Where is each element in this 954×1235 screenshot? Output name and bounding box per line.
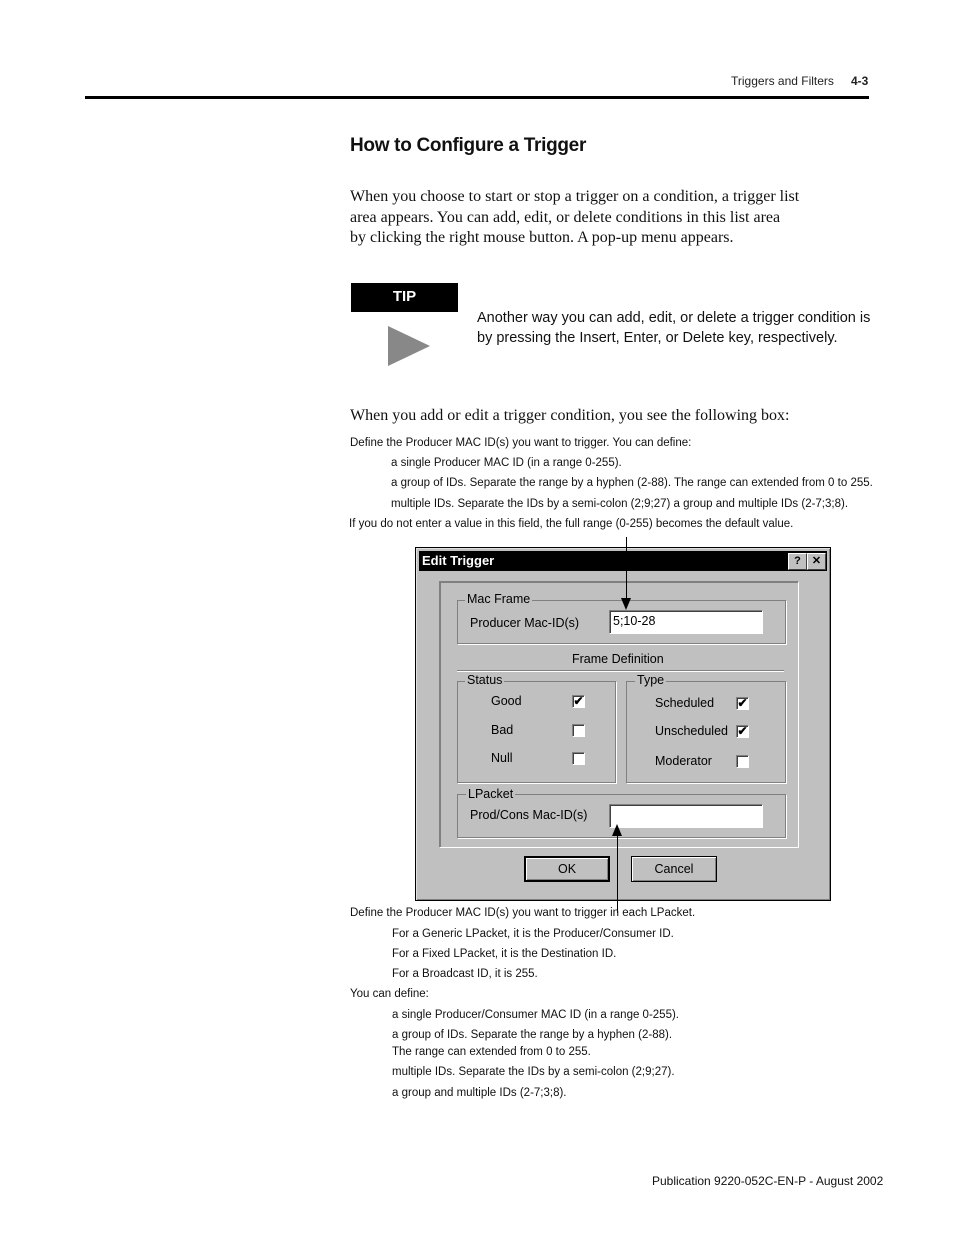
tip-line: Another way you can add, edit, or delete a trigger condition is [477, 310, 871, 326]
frame-definition-divider [457, 670, 784, 671]
status-legend: Status [467, 673, 503, 687]
callout-line-bottom [617, 835, 618, 913]
top-note-item: a single Producer MAC ID (in a range 0-255). [391, 457, 622, 469]
lead-in-text: When you add or edit a trigger condition, you see the following box: [350, 407, 790, 424]
bottom-note-item: a group of IDs. Separate the range by a hyphen (2-88). [392, 1029, 673, 1041]
callout-arrow-up-icon [612, 824, 622, 836]
intro-line: by clicking the right mouse button. A pop-up menu appears. [350, 229, 734, 246]
status-good-checkbox[interactable]: ✔ [573, 694, 584, 708]
help-button[interactable]: ? [788, 553, 807, 570]
tip-label: TIP [351, 283, 458, 312]
frame-definition-label: Frame Definition [572, 652, 664, 666]
bottom-note-case: For a Broadcast ID, it is 255. [392, 968, 538, 980]
callout-arrow-down-icon [621, 598, 631, 610]
top-note-default: If you do not enter a value in this field, the full range (0-255) becomes the default value. [349, 518, 794, 530]
mac-frame-legend: Mac Frame [467, 592, 531, 606]
bottom-note-item: multiple IDs. Separate the IDs by a semi-colon (2;9;27). [392, 1066, 675, 1078]
lpacket-legend: LPacket [468, 787, 514, 801]
producer-mac-id-input[interactable]: 5;10-28 [609, 610, 763, 634]
top-note-item: a group of IDs. Separate the range by a hyphen (2-88). The range can extended from 0 to 255. [391, 477, 873, 489]
bottom-note-case: For a Generic LPacket, it is the Producer/Consumer ID. [392, 928, 674, 940]
status-null-label: Null [491, 751, 513, 765]
status-group [457, 681, 616, 783]
dialog-content-panel [439, 581, 799, 848]
header-rule [85, 96, 869, 99]
status-bad-checkbox[interactable] [572, 724, 585, 737]
bottom-note-intro: Define the Producer MAC ID(s) you want to trigger in each LPacket. [350, 907, 696, 919]
tip-line: by pressing the Insert, Enter, or Delete key, respectively. [477, 330, 838, 346]
dialog-title: Edit Trigger [422, 553, 495, 568]
publication-footer: Publication 9220-052C-EN-P - August 2002 [652, 1174, 884, 1188]
type-unscheduled-label: Unscheduled [655, 724, 728, 738]
intro-line: area appears. You can add, edit, or delete conditions in this list area [350, 208, 781, 226]
close-button[interactable]: ✕ [807, 553, 826, 570]
type-scheduled-checkbox[interactable]: ✔ [737, 696, 748, 710]
section-heading: How to Configure a Trigger [350, 135, 587, 156]
bottom-note-item: The range can extended from 0 to 255. [392, 1046, 591, 1058]
type-scheduled-label: Scheduled [655, 696, 715, 710]
bottom-note-item: a single Producer/Consumer MAC ID (in a range 0-255). [392, 1009, 679, 1021]
status-bad-label: Bad [491, 723, 514, 737]
status-null-checkbox[interactable] [572, 752, 585, 765]
type-legend: Type [637, 673, 665, 687]
tip-arrow-icon [388, 326, 430, 366]
type-moderator-label: Moderator [655, 754, 712, 768]
bottom-note-can-define: You can define: [350, 988, 429, 1000]
cancel-button[interactable]: Cancel [631, 856, 717, 882]
type-moderator-checkbox[interactable] [736, 755, 749, 768]
prod-cons-mac-id-input[interactable] [609, 804, 763, 828]
intro-line: When you choose to start or stop a trigger on a condition, a trigger list [350, 188, 800, 205]
dialog-title-bar [419, 551, 827, 571]
ok-button[interactable]: OK [524, 856, 610, 882]
top-note-item: multiple IDs. Separate the IDs by a semi-colon (2;9;27) a group and multiple IDs (2-7;3;8). [391, 498, 849, 510]
intro-paragraph [350, 187, 870, 249]
bottom-note-case: For a Fixed LPacket, it is the Destination ID. [392, 948, 617, 960]
tip-text [477, 308, 872, 348]
running-header-section: Triggers and Filters [731, 74, 834, 88]
bottom-note-item: a group and multiple IDs (2-7;3;8). [392, 1087, 567, 1099]
page-number: 4-3 [851, 74, 869, 88]
type-unscheduled-checkbox[interactable]: ✔ [737, 724, 748, 738]
status-good-label: Good [491, 694, 522, 708]
producer-mac-id-label: Producer Mac-ID(s) [470, 616, 580, 630]
prod-cons-mac-id-label: Prod/Cons Mac-ID(s) [470, 808, 588, 822]
callout-line-top [626, 537, 627, 601]
top-note-intro: Define the Producer MAC ID(s) you want to trigger. You can define: [350, 437, 692, 449]
